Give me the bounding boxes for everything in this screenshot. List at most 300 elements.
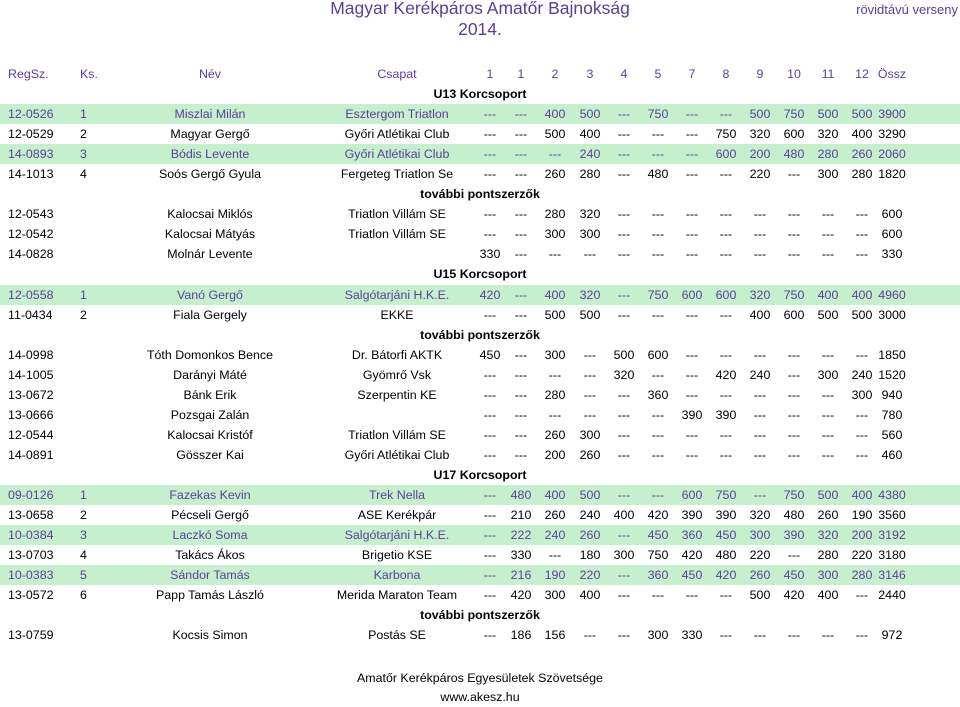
rider-name: Tóth Domonkos Bence xyxy=(146,347,274,362)
stage-score: 330 xyxy=(479,247,501,262)
stage-score: --- xyxy=(514,227,528,242)
rank: 4 xyxy=(80,167,87,182)
stage-score: --- xyxy=(583,247,597,262)
reg-number: 13-0672 xyxy=(8,387,54,402)
stage-score: 600 xyxy=(715,147,737,162)
col-team: Csapat xyxy=(377,67,417,81)
stage-score: --- xyxy=(787,207,801,222)
stage-score: 750 xyxy=(647,107,669,122)
stage-score: 500 xyxy=(579,488,601,502)
stage-score: 190 xyxy=(544,568,566,583)
stage-score: 280 xyxy=(817,147,839,162)
stage-score: --- xyxy=(787,548,801,563)
stage-score: 500 xyxy=(851,107,873,122)
stage-score: 500 xyxy=(749,588,771,603)
stage-score: --- xyxy=(483,548,497,563)
stage-score: --- xyxy=(483,588,497,603)
total-score: 2060 xyxy=(878,147,906,162)
stage-score: --- xyxy=(548,407,562,422)
table-row xyxy=(0,305,960,325)
rider-name: Darányi Máté xyxy=(173,367,247,382)
stage-score: --- xyxy=(685,167,699,182)
stage-score: --- xyxy=(821,247,835,262)
stage-score: 750 xyxy=(715,488,737,502)
stage-score: 400 xyxy=(544,287,566,302)
stage-score: --- xyxy=(719,227,733,242)
table-row xyxy=(0,104,960,124)
col-stage: 5 xyxy=(654,67,662,81)
stage-score: 320 xyxy=(817,528,839,543)
table-row xyxy=(0,144,960,164)
team-name: Szerpentin KE xyxy=(357,387,437,402)
stage-score: 600 xyxy=(681,488,703,502)
stage-score: --- xyxy=(617,107,631,122)
reg-number: 12-0544 xyxy=(8,427,54,442)
stage-score: --- xyxy=(719,247,733,262)
stage-score: --- xyxy=(617,247,631,262)
stage-score: 500 xyxy=(613,347,635,362)
col-stage: 3 xyxy=(586,67,594,81)
team-name: Trek Nella xyxy=(369,488,425,502)
stage-score: 260 xyxy=(544,427,566,442)
table-row xyxy=(0,244,960,264)
stage-score: --- xyxy=(651,588,665,603)
stage-score: 300 xyxy=(817,367,839,382)
stage-score: 420 xyxy=(479,287,501,302)
stage-score: 390 xyxy=(681,508,703,523)
rank: 3 xyxy=(80,528,87,543)
stage-score: --- xyxy=(855,447,869,462)
stage-score: 390 xyxy=(715,508,737,523)
stage-score: --- xyxy=(483,307,497,322)
stage-score: --- xyxy=(719,447,733,462)
col-stage: 8 xyxy=(722,67,730,81)
stage-score: --- xyxy=(719,387,733,402)
stage-score: --- xyxy=(753,207,767,222)
stage-score: --- xyxy=(685,247,699,262)
stage-score: --- xyxy=(685,427,699,442)
rider-name: Pozsgai Zalán xyxy=(170,407,250,422)
reg-number: 13-0658 xyxy=(8,508,54,523)
stage-score: --- xyxy=(821,407,835,422)
stage-score: 300 xyxy=(613,548,635,563)
stage-score: --- xyxy=(719,307,733,322)
reg-number: 13-0703 xyxy=(8,548,54,563)
total-score: 460 xyxy=(881,447,903,462)
table-row xyxy=(0,204,960,224)
stage-score: 156 xyxy=(544,628,566,643)
total-score: 780 xyxy=(881,407,903,422)
reg-number: 11-0434 xyxy=(8,307,53,322)
stage-score: --- xyxy=(483,447,497,462)
stage-score: --- xyxy=(787,628,801,643)
total-score: 940 xyxy=(881,387,903,402)
rank: 1 xyxy=(80,488,87,502)
stage-score: --- xyxy=(753,347,767,362)
stage-score: 480 xyxy=(647,167,669,182)
stage-score: --- xyxy=(651,307,665,322)
stage-score: --- xyxy=(685,307,699,322)
team-name: Győri Atlétikai Club xyxy=(344,127,450,142)
table-row xyxy=(0,164,960,184)
col-stage: 12 xyxy=(855,67,869,81)
title-line-1: Magyar Kerékpáros Amatőr Bajnokság xyxy=(330,0,630,18)
team-name: Győri Atlétikai Club xyxy=(344,447,450,462)
section-heading: további pontszerzők xyxy=(420,327,540,342)
rank: 3 xyxy=(80,147,87,162)
reg-number: 13-0759 xyxy=(8,628,54,643)
stage-score: --- xyxy=(514,107,528,122)
stage-score: --- xyxy=(548,147,562,162)
rider-name: Gösszer Kai xyxy=(176,447,244,462)
table-row xyxy=(0,365,960,385)
team-name: EKKE xyxy=(380,307,414,322)
stage-score: --- xyxy=(583,628,597,643)
stage-score: 450 xyxy=(479,347,501,362)
stage-score: --- xyxy=(787,167,801,182)
table-row xyxy=(0,345,960,365)
stage-score: 360 xyxy=(681,528,703,543)
stage-score: 320 xyxy=(817,127,839,142)
stage-score: --- xyxy=(651,367,665,382)
reg-number: 14-0891 xyxy=(8,447,54,462)
stage-score: 300 xyxy=(579,227,601,242)
stage-score: --- xyxy=(514,307,528,322)
stage-score: --- xyxy=(483,427,497,442)
team-name: Triatlon Villám SE xyxy=(348,207,446,222)
rank: 6 xyxy=(80,588,87,603)
stage-score: 320 xyxy=(749,287,771,302)
stage-score: 400 xyxy=(579,588,601,603)
team-name: Brigetio KSE xyxy=(361,548,433,563)
stage-score: --- xyxy=(483,387,497,402)
stage-score: --- xyxy=(483,407,497,422)
stage-score: --- xyxy=(651,127,665,142)
stage-score: 390 xyxy=(681,407,703,422)
stage-score: 300 xyxy=(544,227,566,242)
stage-score: --- xyxy=(514,127,528,142)
stage-score: 450 xyxy=(681,568,703,583)
table-row xyxy=(0,224,960,244)
stage-score: --- xyxy=(855,407,869,422)
total-score: 3180 xyxy=(878,548,906,563)
reg-number: 14-1005 xyxy=(8,367,54,382)
stage-score: --- xyxy=(617,447,631,462)
stage-score: --- xyxy=(617,628,631,643)
stage-score: --- xyxy=(685,588,699,603)
stage-score: 500 xyxy=(544,307,566,322)
total-score: 3290 xyxy=(878,127,906,142)
stage-score: 300 xyxy=(544,347,566,362)
stage-score: 240 xyxy=(749,367,771,382)
total-score: 3192 xyxy=(878,528,906,543)
stage-score: --- xyxy=(753,427,767,442)
stage-score: --- xyxy=(855,588,869,603)
stage-score: --- xyxy=(753,447,767,462)
stage-score: --- xyxy=(617,127,631,142)
title-line-2: 2014. xyxy=(458,19,502,39)
total-score: 1850 xyxy=(878,347,906,362)
stage-score: --- xyxy=(483,367,497,382)
stage-score: --- xyxy=(821,427,835,442)
stage-score: 222 xyxy=(510,528,532,543)
stage-score: 240 xyxy=(544,528,566,543)
stage-score: --- xyxy=(617,387,631,402)
stage-score: 260 xyxy=(544,508,566,523)
reg-number: 12-0542 xyxy=(8,227,54,242)
stage-score: --- xyxy=(719,427,733,442)
stage-score: --- xyxy=(583,387,597,402)
total-score: 1520 xyxy=(878,367,906,382)
col-stage: 9 xyxy=(756,67,764,81)
stage-score: 280 xyxy=(544,387,566,402)
rider-name: Kalocsai Kristóf xyxy=(167,427,253,442)
table-row xyxy=(0,405,960,425)
team-name: Győri Atlétikai Club xyxy=(344,147,450,162)
stage-score: 500 xyxy=(817,107,839,122)
reg-number: 12-0529 xyxy=(8,127,54,142)
stage-score: --- xyxy=(651,207,665,222)
stage-score: --- xyxy=(583,407,597,422)
stage-score: 190 xyxy=(851,508,873,523)
stage-score: 260 xyxy=(851,147,873,162)
stage-score: 600 xyxy=(783,127,805,142)
stage-score: 750 xyxy=(783,287,805,302)
stage-score: 480 xyxy=(783,508,805,523)
stage-score: 420 xyxy=(647,508,669,523)
stage-score: 180 xyxy=(579,548,601,563)
stage-score: --- xyxy=(617,227,631,242)
stage-score: --- xyxy=(617,167,631,182)
stage-score: --- xyxy=(651,447,665,462)
total-score: 330 xyxy=(881,247,903,262)
team-name: Salgótarjáni H.K.E. xyxy=(344,528,450,543)
stage-score: --- xyxy=(787,347,801,362)
team-name: Fergeteg Triatlon Se xyxy=(340,167,454,182)
rider-name: Soós Gergő Gyula xyxy=(159,167,261,182)
stage-score: --- xyxy=(821,628,835,643)
stage-score: --- xyxy=(651,427,665,442)
rider-name: Kocsis Simon xyxy=(172,628,248,643)
stage-score: --- xyxy=(753,387,767,402)
stage-score: 500 xyxy=(817,488,839,502)
stage-score: 220 xyxy=(851,548,873,563)
section-heading: további pontszerzők xyxy=(420,187,540,202)
stage-score: --- xyxy=(685,227,699,242)
table-header xyxy=(0,64,960,84)
stage-score: --- xyxy=(617,147,631,162)
stage-score: 500 xyxy=(749,107,771,122)
section-heading: U17 Korcsoport xyxy=(433,467,527,482)
stage-score: --- xyxy=(617,287,631,302)
stage-score: 500 xyxy=(851,307,873,322)
rank: 5 xyxy=(80,568,87,583)
rider-name: Vanó Gergő xyxy=(177,287,243,302)
col-stage: 1 xyxy=(486,67,494,81)
stage-score: 750 xyxy=(715,127,737,142)
stage-score: 260 xyxy=(749,568,771,583)
stage-score: --- xyxy=(821,387,835,402)
stage-score: 280 xyxy=(817,548,839,563)
rank: 2 xyxy=(80,127,87,142)
stage-score: --- xyxy=(483,127,497,142)
total-score: 600 xyxy=(881,227,903,242)
stage-score: --- xyxy=(821,227,835,242)
rider-name: Takács Ákos xyxy=(175,548,245,563)
stage-score: 750 xyxy=(783,488,805,502)
stage-score: --- xyxy=(514,447,528,462)
stage-score: 216 xyxy=(510,568,532,583)
reg-number: 12-0543 xyxy=(8,207,54,222)
col-stage: 4 xyxy=(620,67,628,81)
stage-score: 600 xyxy=(647,347,669,362)
stage-score: 220 xyxy=(749,167,771,182)
team-name: Postás SE xyxy=(368,628,426,643)
stage-score: --- xyxy=(753,628,767,643)
stage-score: 450 xyxy=(647,528,669,543)
stage-score: 330 xyxy=(510,548,532,563)
footer-url[interactable]: www.akesz.hu xyxy=(440,690,520,704)
team-name: Merida Maraton Team xyxy=(336,588,458,603)
stage-score: --- xyxy=(685,127,699,142)
stage-score: 400 xyxy=(544,488,566,502)
stage-score: 300 xyxy=(749,528,771,543)
col-reg: RegSz. xyxy=(8,67,49,81)
table-row xyxy=(0,124,960,144)
stage-score: 750 xyxy=(647,548,669,563)
stage-score: --- xyxy=(483,147,497,162)
stage-score: --- xyxy=(787,447,801,462)
stage-score: --- xyxy=(855,207,869,222)
total-score: 3000 xyxy=(878,307,906,322)
stage-score: --- xyxy=(514,427,528,442)
stage-score: --- xyxy=(821,447,835,462)
stage-score: 500 xyxy=(579,107,601,122)
stage-score: 200 xyxy=(851,528,873,543)
stage-score: 420 xyxy=(783,588,805,603)
stage-score: --- xyxy=(617,588,631,603)
col-stage: 1 xyxy=(517,67,525,81)
stage-score: 600 xyxy=(715,287,737,302)
stage-score: --- xyxy=(617,207,631,222)
stage-score: --- xyxy=(617,307,631,322)
stage-score: --- xyxy=(651,147,665,162)
stage-score: --- xyxy=(787,247,801,262)
total-score: 972 xyxy=(881,628,903,643)
table-row xyxy=(0,425,960,445)
stage-score: 300 xyxy=(544,588,566,603)
stage-score: 320 xyxy=(579,207,601,222)
reg-number: 13-0572 xyxy=(8,588,54,603)
stage-score: --- xyxy=(548,247,562,262)
stage-score: --- xyxy=(821,207,835,222)
table-row xyxy=(0,565,960,585)
stage-score: --- xyxy=(483,167,497,182)
stage-score: 500 xyxy=(544,127,566,142)
stage-score: --- xyxy=(514,387,528,402)
stage-score: --- xyxy=(685,207,699,222)
stage-score: 400 xyxy=(851,287,873,302)
stage-score: --- xyxy=(483,508,497,523)
stage-score: --- xyxy=(617,568,631,583)
stage-score: 300 xyxy=(647,628,669,643)
stage-score: 200 xyxy=(749,147,771,162)
stage-score: 400 xyxy=(613,508,635,523)
stage-score: --- xyxy=(483,207,497,222)
rider-name: Bódis Levente xyxy=(170,147,250,162)
table-row xyxy=(0,525,960,545)
stage-score: 260 xyxy=(579,528,601,543)
stage-score: 400 xyxy=(749,307,771,322)
stage-score: --- xyxy=(753,488,767,502)
reg-number: 14-0998 xyxy=(8,347,54,362)
footer-org: Amatőr Kerékpáros Egyesületek Szövetsége xyxy=(357,671,603,685)
section-heading: U13 Korcsoport xyxy=(433,87,527,101)
rider-name: Kalocsai Miklós xyxy=(167,207,253,222)
stage-score: 360 xyxy=(647,387,669,402)
stage-score: --- xyxy=(548,367,562,382)
col-stage: 7 xyxy=(688,67,696,81)
total-score: 3560 xyxy=(878,508,906,523)
table-row xyxy=(0,545,960,565)
stage-score: 750 xyxy=(647,287,669,302)
stage-score: --- xyxy=(719,588,733,603)
stage-score: 400 xyxy=(851,488,873,502)
stage-score: --- xyxy=(821,347,835,362)
stage-score: --- xyxy=(483,107,497,122)
stage-score: 200 xyxy=(544,447,566,462)
stage-score: 450 xyxy=(783,568,805,583)
stage-score: 480 xyxy=(715,548,737,563)
stage-score: --- xyxy=(787,227,801,242)
stage-score: --- xyxy=(651,247,665,262)
stage-score: 480 xyxy=(783,147,805,162)
stage-score: --- xyxy=(617,488,631,502)
team-name: Triatlon Villám SE xyxy=(348,227,446,242)
stage-score: --- xyxy=(548,548,562,563)
stage-score: --- xyxy=(514,347,528,362)
stage-score: --- xyxy=(685,447,699,462)
total-score: 3146 xyxy=(878,568,906,583)
stage-score: --- xyxy=(483,528,497,543)
rider-name: Fiala Gergely xyxy=(173,307,247,322)
team-name: Salgótarjáni H.K.E. xyxy=(344,287,450,302)
rank: 2 xyxy=(80,307,87,322)
rank: 1 xyxy=(80,107,87,122)
col-stage: 2 xyxy=(551,67,559,81)
stage-score: 210 xyxy=(510,508,532,523)
stage-score: --- xyxy=(514,287,528,302)
stage-score: 320 xyxy=(613,367,635,382)
subtitle: rövidtávú verseny xyxy=(856,2,958,17)
rider-name: Molnár Levente xyxy=(167,247,253,262)
section-heading: U15 Korcsoport xyxy=(433,267,527,282)
stage-score: --- xyxy=(855,628,869,643)
stage-score: 390 xyxy=(715,407,737,422)
stage-score: --- xyxy=(514,367,528,382)
stage-score: 220 xyxy=(749,548,771,563)
table-row xyxy=(0,485,960,505)
stage-score: 500 xyxy=(579,307,601,322)
reg-number: 12-0526 xyxy=(8,107,54,122)
stage-score: 280 xyxy=(544,207,566,222)
team-name: Dr. Bátorfi AKTK xyxy=(351,347,443,362)
rider-name: Laczkó Soma xyxy=(172,528,248,543)
stage-score: --- xyxy=(651,407,665,422)
team-name: Esztergom Triatlon xyxy=(345,107,449,122)
rank: 4 xyxy=(80,548,87,563)
stage-score: --- xyxy=(787,367,801,382)
